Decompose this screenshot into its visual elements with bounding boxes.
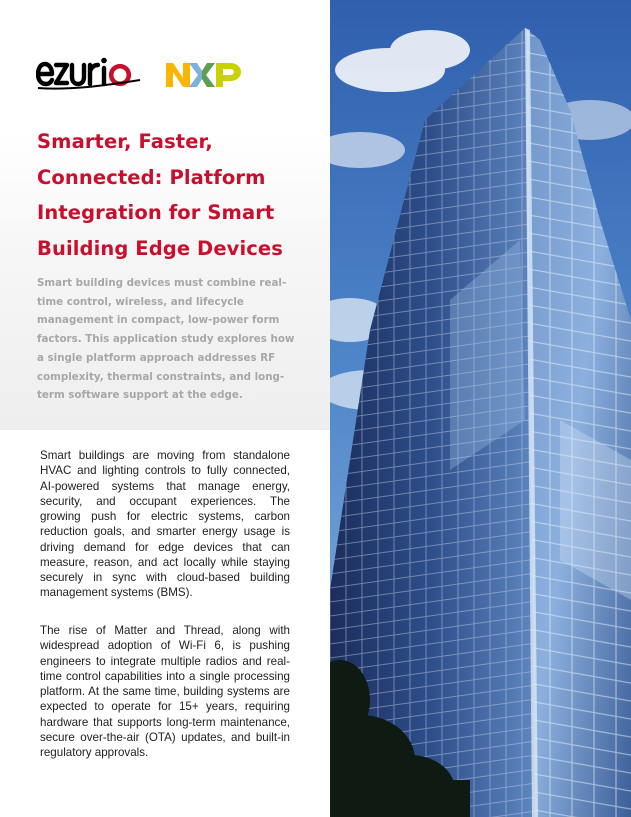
body-paragraph: Smart buildings are moving from standalone HVAC and lighting controls to fully connected, AI-powered systems that manage energy, security, and occupant experiences. The growing push for electric systems, carbon reduction goals, and smarter energy usage is driving demand for edge devices that can measure, reason, and act locally while staying securely in sync with cloud-based building management systems (BMS).	[40, 449, 290, 600]
page-title: Smarter, Faster, Connected: Platform Integration for Smart Building Edge Devices	[37, 130, 283, 260]
body-paragraph: The rise of Matter and Thread, along with widespread adoption of Wi-Fi 6, is pushing engineers to integrate multiple radios and real-time control capabilities into a single processing platform. At the same time, building systems are expected to operate for 15+ years, requiring hardware that supports long-term maintenance, secure over-the-air (OTA) updates, and built-in regulatory approvals.	[40, 624, 290, 759]
building-photo	[330, 0, 631, 817]
ezurio-logo	[36, 54, 152, 94]
nxp-logo	[164, 60, 246, 90]
intro-summary: Smart building devices must combine real-time control, wireless, and lifecycle management in compact, low-power form factors. This application study explores how a single platform approach addresses RF complexity, thermal constraints, and long-term software support at the edge.	[37, 277, 295, 402]
logo-bar	[36, 54, 296, 96]
